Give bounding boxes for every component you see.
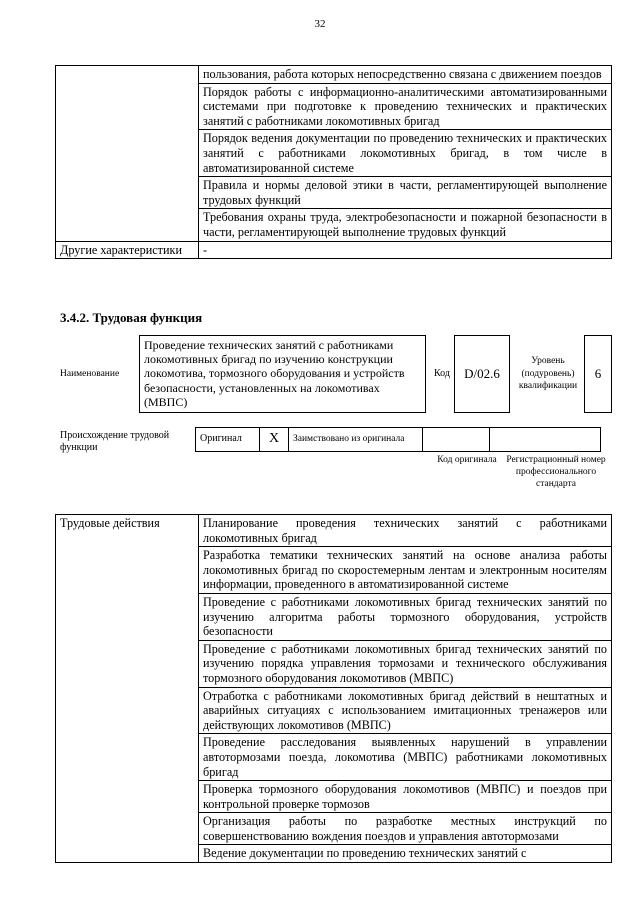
- page-number: 32: [314, 18, 326, 30]
- labor-actions-label: Трудовые действия: [56, 515, 199, 863]
- borrowed-label: Заимствовано из оригинала: [289, 428, 423, 452]
- level-label: Уровень (подуровень) квалификации: [518, 356, 578, 391]
- table-cell: Отработка с работниками локомотивных бригад действий в нештатных и аварийных ситуациях с использованием имитационных тренажеров или действующих локомотивов (МВПС): [199, 687, 612, 734]
- labor-actions-table: [55, 514, 612, 863]
- table-cell: Проведение с работниками локомотивных бригад технических занятий по изучению порядка управления тормозами и технического обслуживания тормозного оборудования локомотивов (МВПС): [199, 640, 612, 687]
- table-row: [56, 241, 612, 259]
- original-mark: X: [260, 428, 289, 452]
- table-cell: Проведение с работниками локомотивных бригад технических занятий по изучению алгоритма работы тормозного оборудования, устройств безопасности: [199, 593, 612, 640]
- table-cell: Порядок ведения документации по проведению технических и практических занятий с работниками локомотивных бригад, в том числе в автоматизированной системе: [199, 130, 612, 177]
- table-cell: Требования охраны труда, электробезопасности и пожарной безопасности в части, регламентирующей выполнение трудовых функций: [199, 209, 612, 241]
- code-label: Код: [434, 368, 450, 379]
- table-row: [56, 515, 612, 547]
- original-label: Оригинал: [196, 428, 260, 452]
- table-cell: Ведение документации по проведению технических занятий с: [199, 845, 612, 863]
- table-cell: Проведение расследования выявленных нарушений в управлении автотормозами поезда, локомотива (МВПС) работниками локомотивных бригад: [199, 734, 612, 781]
- registration-caption: Регистрационный номер профессионального стандарта: [506, 455, 606, 489]
- table-cell: Планирование проведения технических занятий с работниками локомотивных бригад: [199, 515, 612, 547]
- section-title: 3.4.2. Трудовая функция: [60, 310, 203, 325]
- name-label: Наименование: [60, 369, 120, 379]
- origin-code-cell: [423, 428, 490, 452]
- table-cell: Порядок работы с информационно-аналитическими автоматизированными системами при подготовке к проведению технических и практических занятий с работниками локомотивных бригад: [199, 83, 612, 130]
- table-row: [56, 66, 612, 84]
- table-cell: Организация работы по разработке местных инструкций по совершенствованию вождения поездов и управления автотормозами: [199, 813, 612, 845]
- origin-label: Происхождение трудовой функции: [60, 430, 170, 453]
- level-value: 6: [584, 335, 612, 413]
- row-label: [56, 66, 199, 242]
- knowledge-table: [55, 65, 612, 259]
- other-characteristics-label: Другие характеристики: [56, 241, 199, 259]
- other-characteristics-value: -: [199, 241, 612, 259]
- table-row: [196, 428, 601, 452]
- origin-table: [195, 427, 601, 452]
- origin-code-caption: Код оригинала: [437, 455, 497, 465]
- function-name: Проведение технических занятий с работниками локомотивных бригад по изучению конструкции локомотива, тормозного оборудования и устройств безопасности, установленных на локомотивах (МВПС): [139, 335, 426, 413]
- table-cell: пользования, работа которых непосредственно связана с движением поездов: [199, 66, 612, 84]
- table-cell: Разработка тематики технических занятий на основе анализа работы локомотивных бригад по скоростемерным лентам и электронным носителям информации, проведенного в автоматизированной системе: [199, 547, 612, 594]
- registration-number-cell: [490, 428, 601, 452]
- table-cell: Правила и нормы деловой этики в части, регламентирующей выполнение трудовых функций: [199, 177, 612, 209]
- table-cell: Проверка тормозного оборудования локомотивов (МВПС) и поездов при контрольной проверке тормозов: [199, 781, 612, 813]
- code-value: D/02.6: [454, 335, 510, 413]
